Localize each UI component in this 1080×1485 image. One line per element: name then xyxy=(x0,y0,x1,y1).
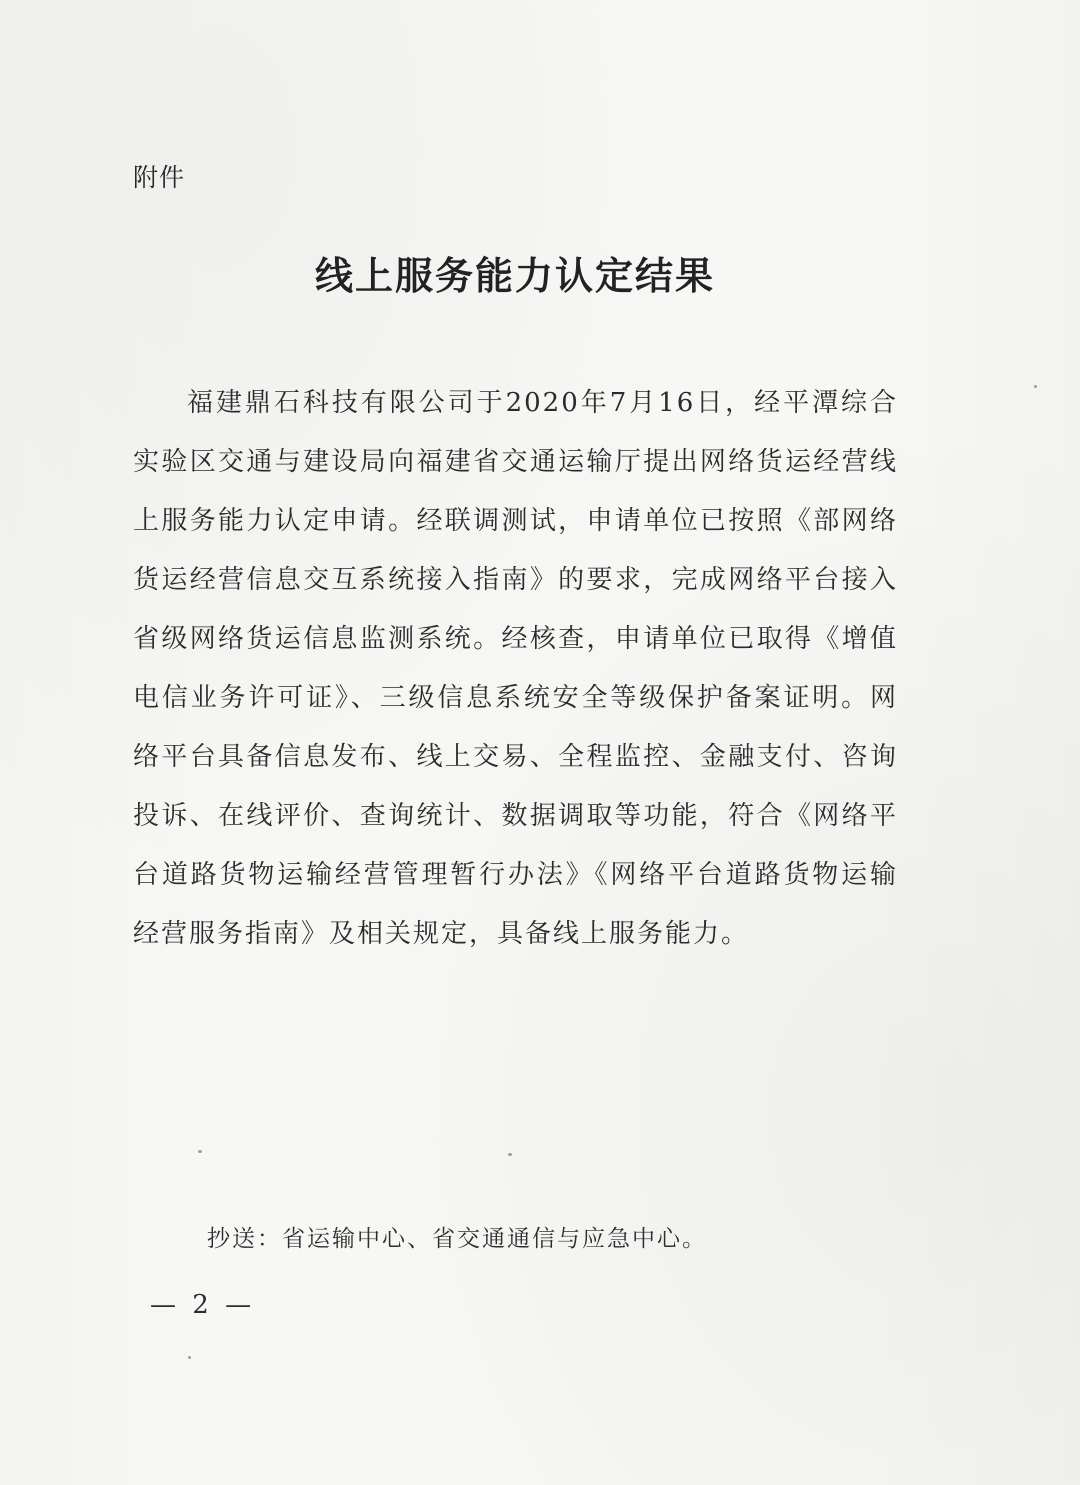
scan-speck xyxy=(508,1153,512,1156)
document-title: 线上服务能力认定结果 xyxy=(314,254,715,298)
attachment-label: 附件 xyxy=(133,163,186,192)
body-paragraph: 福建鼎石科技有限公司于2020年7月16日，经平潭综合实验区交通与建设局向福建省交通运输厅提出网络货运经营线上服务能力认定申请。经联调测试，申请单位已按照《部网络货运经营信息交互系统接入指南》的要求，完成网络平台接入省级网络货运信息监测系统。经核查，申请单位已取得《增值电信业务许可证》、三级信息系统安全等级保护备案证明。网络平台具备信息发布、线上交易、全程监控、金融支付、咨询投诉、在线评价、查询统计、数据调取等功能，符合《网络平台道路货物运输经营管理暂行办法》《网络平台道路货物运输经营服务指南》及相关规定，具备线上服务能力。 xyxy=(133,388,898,949)
cc-recipients: 抄送：省运输中心、省交通通信与应急中心。 xyxy=(207,1226,707,1252)
scan-speck xyxy=(198,1150,202,1153)
page-number: — 2 — xyxy=(150,1290,256,1320)
scan-speck xyxy=(1034,385,1037,388)
scan-speck xyxy=(188,1356,191,1359)
